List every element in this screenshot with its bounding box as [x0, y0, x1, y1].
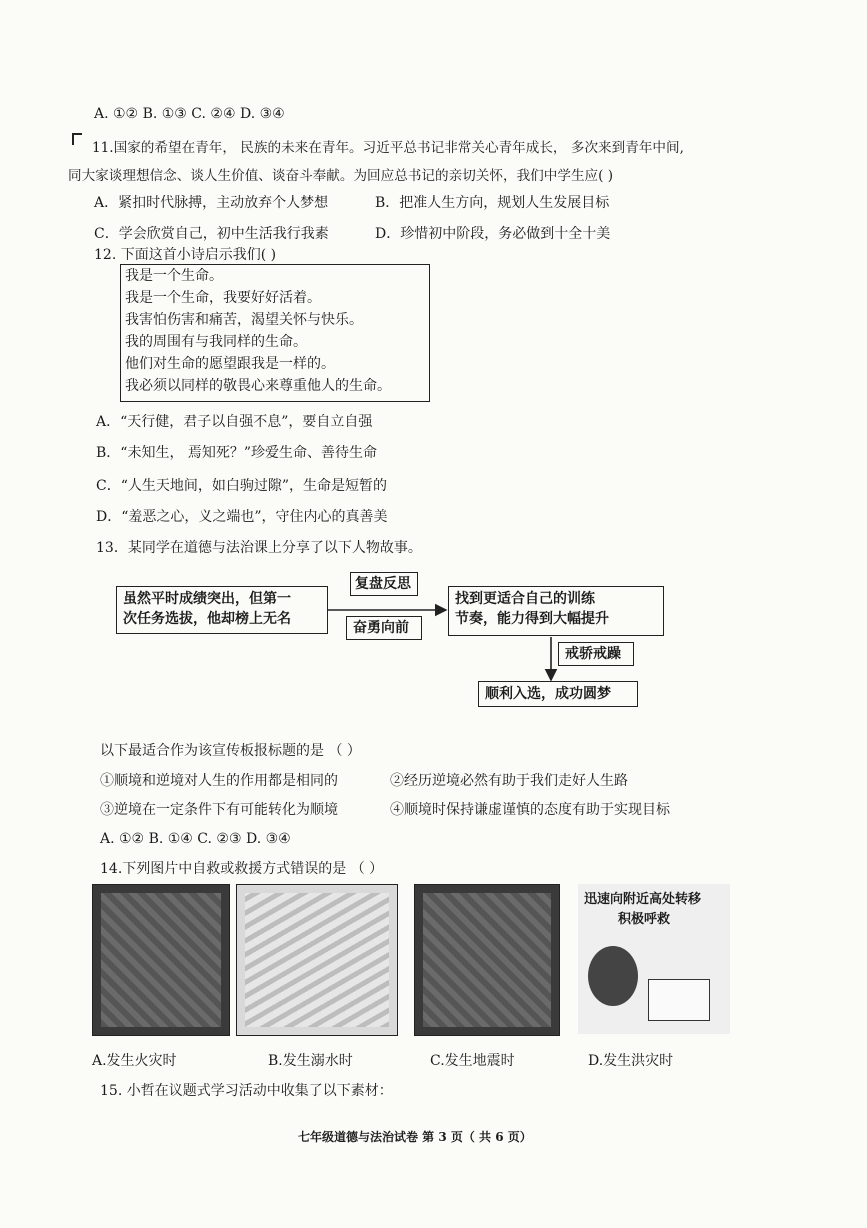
q15-stem: 15. 小哲在议题式学习活动中收集了以下素材： — [100, 1083, 393, 1099]
flow-label-forward-text: 奋勇向前 — [353, 620, 409, 636]
flow-box-start-line2: 次任务选拔，他却榜上无名 — [123, 611, 291, 627]
q11-stem-line1: 11.国家的希望在青年， 民族的未来在青年。习近平总书记非常关心青年成长， 多次来到青年中间, — [92, 140, 684, 156]
fire-scene-image — [92, 884, 230, 1036]
page-footer: 七年级道德与法治试卷 第 3 页（ 共 6 页） — [298, 1130, 532, 1144]
q13-stem: 13．某同学在道德与法治课上分享了以下人物故事。 — [96, 540, 422, 556]
poem-line: 我是一个生命，我要好好活着。 — [125, 290, 321, 306]
corner-mark — [72, 133, 82, 145]
flow-box-success-text: 顺利入选，成功圆梦 — [485, 686, 611, 702]
flow-box-progress-line1: 找到更适合自己的训练 — [455, 591, 595, 607]
flow-box-start-line1: 虽然平时成绩突出，但第一 — [123, 591, 291, 607]
flow-label-reflect-text: 复盘反思 — [355, 576, 411, 592]
caption-c: C.发生地震时 — [430, 1053, 515, 1069]
q13-options: A. ①② B. ①④ C. ②③ D. ③④ — [100, 831, 291, 847]
q11-stem-line2: 同大家谈理想信念、谈人生价值、谈奋斗奉献。为回应总书记的亲切关怀，我们中学生应( ) — [68, 168, 614, 184]
q11-option-c: C．学会欣赏自己，初中生活我行我素 — [94, 226, 329, 242]
tree-shape — [588, 946, 638, 1006]
q11-option-d: D．珍惜初中阶段，务必做到十全十美 — [375, 226, 611, 242]
q14-stem: 14.下列图片中自救或救援方式错误的是 （ ） — [100, 861, 384, 877]
q11-option-a: A．紧扣时代脉搏，主动放弃个人梦想 — [94, 195, 329, 211]
building-shape — [648, 979, 710, 1021]
drowning-scene-image — [236, 884, 398, 1036]
earthquake-scene-image — [414, 884, 560, 1036]
caption-a: A.发生火灾时 — [92, 1053, 177, 1069]
flood-scene-image — [578, 884, 730, 1034]
poem-line: 我必须以同样的敬畏心来尊重他人的生命。 — [125, 378, 391, 394]
poster-text-1: 迅速向附近高处转移 — [584, 892, 702, 907]
flow-box-progress-line2: 节奏，能力得到大幅提升 — [455, 611, 609, 627]
flow-box-progress — [448, 586, 664, 636]
poem-line: 我是一个生命。 — [125, 268, 223, 284]
flow-box-success — [478, 681, 638, 707]
q13-statement-3: ③逆境在一定条件下有可能转化为顺境 — [100, 802, 338, 818]
q12-option-c: C．“人生天地间，如白驹过隙”，生命是短暂的 — [96, 478, 388, 494]
caption-b: B.发生溺水时 — [268, 1053, 353, 1069]
flow-label-humble-text: 戒骄戒躁 — [565, 646, 621, 662]
q11-option-b: B．把准人生方向，规划人生发展目标 — [375, 195, 610, 211]
q12-option-b: B．“未知生， 焉知死？”珍爱生命、善待生命 — [96, 445, 378, 461]
poem-line: 他们对生命的愿望跟我是一样的。 — [125, 356, 335, 372]
poem-line: 我害怕伤害和痛苦，渴望关怀与快乐。 — [125, 312, 363, 328]
poem-line: 我的周围有与我同样的生命。 — [125, 334, 307, 350]
q10-options: A. ①② B. ①③ C. ②④ D. ③④ — [94, 106, 285, 122]
q13-statement-1: ①顺境和逆境对人生的作用都是相同的 — [100, 773, 338, 789]
q13-statement-4: ④顺境时保持谦虚谨慎的态度有助于实现目标 — [390, 802, 670, 818]
q13-statement-2: ②经历逆境必然有助于我们走好人生路 — [390, 773, 628, 789]
flow-label-humble — [558, 642, 634, 666]
q12-stem: 12. 下面这首小诗启示我们( ) — [94, 247, 277, 263]
caption-d: D.发生洪灾时 — [588, 1053, 674, 1069]
poem-box — [120, 264, 430, 402]
q12-option-d: D．“羞恶之心，义之端也”，守住内心的真善美 — [96, 509, 388, 525]
flow-label-forward — [346, 616, 422, 640]
poster-text-2: 积极呼救 — [618, 912, 671, 927]
flow-label-reflect — [350, 572, 418, 596]
q12-option-a: A．“天行健，君子以自强不息”，要自立自强 — [96, 414, 373, 430]
q13-question: 以下最适合作为该宣传板报标题的是 （ ） — [100, 743, 361, 759]
flow-box-start — [116, 586, 328, 634]
